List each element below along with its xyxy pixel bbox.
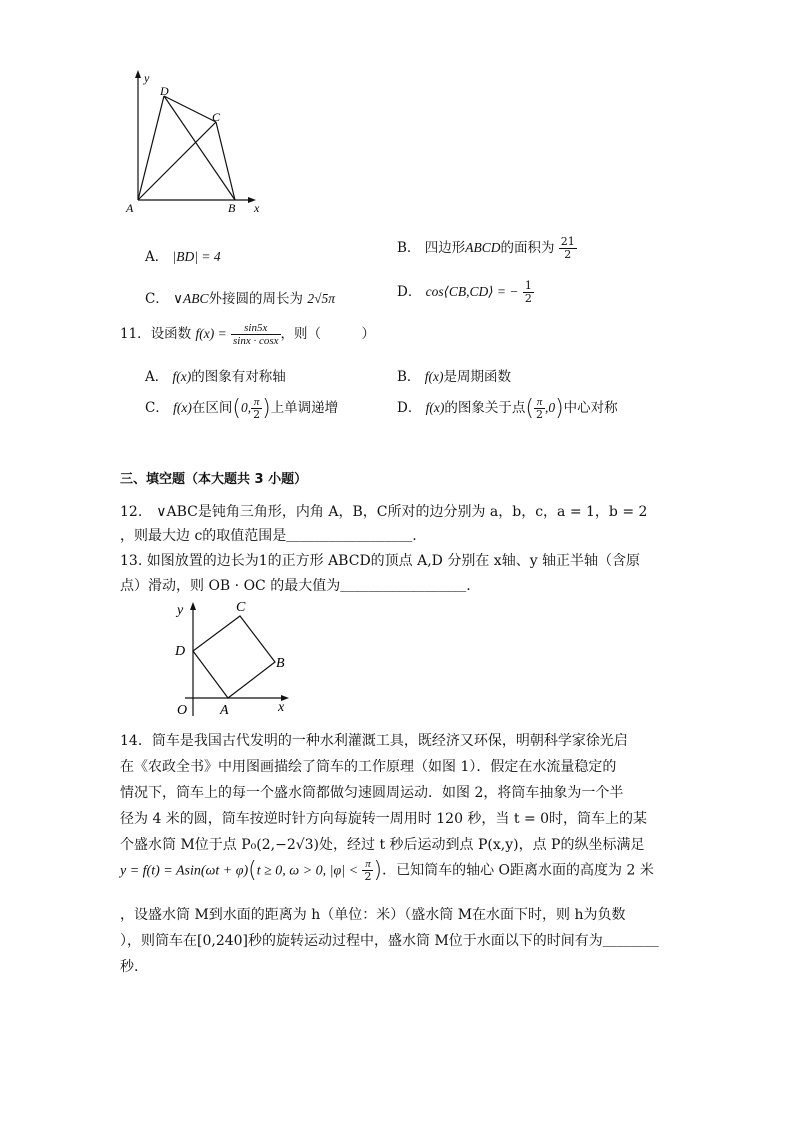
q10-option-a: A． |BD| = 4 bbox=[145, 249, 221, 265]
fig10-point-c: C bbox=[212, 110, 221, 124]
q12-line-1: 12. ∨ABC是钝角三角形，内角 A，B，C所对的边分别为 a，b，c，a = 1，b = 2 bbox=[120, 504, 648, 520]
q10-option-d: D． cos⟨CB,CD⟩ = − $\frac{1}{2}$ bbox=[397, 279, 532, 305]
q13-origin-label: O bbox=[177, 703, 188, 718]
q14-line-9: 秒. bbox=[120, 959, 139, 975]
y-axis-arrow bbox=[135, 70, 141, 78]
q13-figure bbox=[165, 596, 305, 722]
edge-cb bbox=[216, 122, 235, 200]
q14-line-8: ），则筒车在[0,240]秒的旋转运动过程中，盛水筒 M位于水面以下的时间有为＿＿＿＿ bbox=[120, 933, 659, 949]
q10-d-fraction: $\frac{1}{2}$ bbox=[524, 279, 532, 305]
q13-point-b: B bbox=[276, 656, 285, 671]
q11-option-a: A． f(x)的图象有对称轴 bbox=[145, 369, 286, 385]
q10-figure bbox=[120, 66, 270, 216]
q11-d-fraction: $\frac{\pi}{2}$ bbox=[535, 396, 543, 421]
q11-fraction: $\frac{\sin 5x}{\sin x \cdot \cos x}$ bbox=[233, 322, 279, 347]
q14-line-2: 在《农政全书》中用图画描绘了筒车的工作原理（如图 1）．假定在水流量稳定的 bbox=[120, 759, 617, 775]
q14-line-4: 径为 4 米的圆，筒车按逆时针方向每旋转一周用时 120 秒，当 t = 0时，筒车上的某 bbox=[120, 811, 648, 827]
q11-option-d: D． f(x)的图象关于点( $\frac{\pi}{2}$ ,0)中心对称 bbox=[397, 396, 618, 421]
q14-line-3: 情况下，筒车上的每一个盛水筒都做匀速圆周运动．如图 2，将筒车抽象为一个半 bbox=[120, 785, 624, 801]
q14-formula: y = f(t) = Asin(ωt + φ) bbox=[120, 863, 249, 879]
q13-line-2: 点）滑动，则 OB · OC 的最大值为＿＿＿＿＿＿＿＿＿. bbox=[120, 578, 471, 594]
edge-dc bbox=[164, 96, 216, 122]
q10-option-c: C． ∨ABC外接圆的周长为 2√5π bbox=[145, 291, 336, 307]
q13-y-axis-arrow bbox=[190, 602, 196, 610]
q11-stem: 11．设函数 f(x) = $\frac{\sin 5x}{\sin x \cdot \cos x}$ ，则（ ） bbox=[120, 322, 376, 347]
q10-b-fraction: $\frac{21}{2}$ bbox=[560, 235, 575, 261]
q13-point-d: D bbox=[175, 644, 186, 659]
q14-formula-line: y = f(t) = Asin(ωt + φ)(t ≥ 0, ω > 0, |φ| < $\frac{\pi}{2}$ )．已知筒车的轴心 O距离水面的高度为 2 米 bbox=[120, 858, 654, 883]
q11-option-c: C． f(x)在区间(0, $\frac{\pi}{2}$ )上单调递增 bbox=[145, 396, 339, 421]
q13-x-label: x bbox=[278, 700, 285, 715]
q14-condition: t ≥ 0, ω > 0, |φ| < bbox=[256, 863, 359, 879]
q10-a-expr: |BD| = 4 bbox=[172, 249, 221, 264]
q12-line-2: ，则最大边 c的取值范围是＿＿＿＿＿＿＿＿＿. bbox=[120, 528, 417, 544]
q11-c-fraction: $\frac{\pi}{2}$ bbox=[253, 396, 261, 421]
q10-option-b: B． 四边形ABCD的面积为 $\frac{21}{2}$ bbox=[397, 235, 575, 261]
fig10-x-label: x bbox=[254, 201, 260, 215]
fig10-point-b: B bbox=[228, 201, 236, 215]
q14-line-5: 个盛水筒 M位于点 P₀(2,−2√3)处，经过 t 秒后运动到点 P(x,y)，点 P的纵坐标满足 bbox=[120, 837, 645, 853]
square-abcd bbox=[193, 616, 275, 698]
edge-ad bbox=[138, 96, 164, 200]
q13-y-label: y bbox=[177, 603, 184, 618]
q14-line-1: 14．筒车是我国古代发明的一种水利灌溉工具，既经济又环保，明朝科学家徐光启 bbox=[120, 733, 628, 749]
fig10-point-d: D bbox=[160, 84, 169, 98]
q11-option-b: B． f(x)是周期函数 bbox=[397, 369, 511, 385]
fig10-point-a: A bbox=[126, 201, 134, 215]
q13-point-a: A bbox=[220, 703, 229, 718]
q13-line-1: 13. 如图放置的边长为1的正方形 ABCD的顶点 A,D 分别在 x轴、y 轴正半轴（含原 bbox=[120, 553, 641, 569]
q14-line-7: ，设盛水筒 M到水面的距离为 h（单位：米）（盛水筒 M在水面下时，则 h为负数 bbox=[120, 907, 626, 923]
q14-condition-fraction: $\frac{\pi}{2}$ bbox=[364, 858, 372, 883]
q13-point-c: C bbox=[236, 600, 246, 615]
fig10-y-label: y bbox=[144, 71, 150, 85]
diagonal-bd bbox=[164, 96, 235, 200]
section-3-heading: 三、填空题（本大题共 3 小题） bbox=[120, 472, 308, 487]
diagonal-ac bbox=[138, 122, 216, 200]
